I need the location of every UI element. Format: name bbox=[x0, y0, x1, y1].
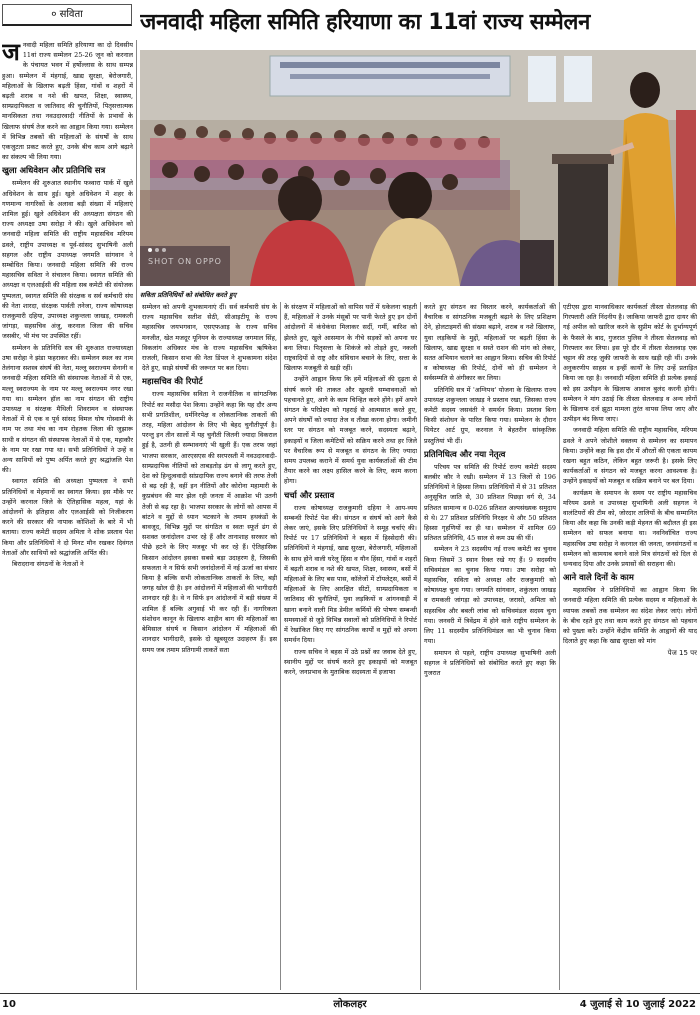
paragraph: एटीएस द्वारा मानवाधिकार कार्यकर्ता तीस्ता सेतलवाड़ की गिरफ्तारी अति निंदनीय है। जाकिया जाफरी द्वारा दायर की गई अपील को खारिज करने के सुप्रीम कोर्ट के दुर्भाग्यपूर्ण के फैसले के बाद, गुजरात पुलिस ने तीस्ता सेतलवाड़ को गिरफ्तार कर लिया। इस पूरे दौर में तीस्ता सेतलवाड़ एक चट्टान की तरह ज़ुकी जाफरी के साथ खड़ी रही थीं। उनके अनुकरणीय साहस व इन्हीं कार्यों के लिए उन्हें प्रताड़ित किया जा रहा है। जनवादी महिला समिति ही प्रत्येक इकाई को इस उत्पीड़न के खिलाफ आवाज बुलंद करनी होगी। सम्मेलन ने मांग उठाई कि तीस्ता सेतलवाड़ व अन्य लोगों के खिलाफ दर्ज झूठा मामला तुरंत वापस लिया जाए और उत्पीड़न बंद किया जाए। bbox=[563, 303, 697, 424]
article-column-3 bbox=[284, 302, 417, 990]
column-divider bbox=[280, 302, 281, 990]
paragraph: करते हुए संगठन का विस्तार करने, कार्यकर्ताओं की वैचारिक व सांगठनिक मजबूती बढ़ाने के लिए प्रशिक्षण देने, होलटाइमरों की संख्या बढ़ाने, शराब व नशे खिलाफ, युवा लड़कियों के मुद्दों, महिलाओं पर बढ़ती हिंसा के खिलाफ, खाद्य सुरक्षा व सस्ते राशन की मांग को लेकर, सतत अभियान चलाने का आह्वान किया। सचिव की रिपोर्ट व कोषाध्यक्ष की रिपोर्ट, दोनों को ही सम्मेलन ने सर्वसम्मति से अंगीकार कर लिया। bbox=[424, 303, 556, 383]
paragraph: सम्मेलन के प्रतिनिधि सत्र की शुरुआत राज्याध्यक्षा उषा सरोहा ने झंडा फहराकर की। सम्मेलन स्थल का नाम तेलंगाना सशस्त्र संघर्ष की नेता, मल्लू स्वराज्यम सेनानी व जनवादी महिला समिति की संस्थापक नेताओं में से एक, मल्लू स्वराज्यम के नाम पर मल्लू स्वराज्यम नगर रखा गया था। सम्मेलन हॉल का नाम संगठन की राष्ट्रीय उपाध्यक्ष व संरक्षक मैथिली शिवरामन व संस्थापक नेताओं में से एक व पूर्व सांसद विमल घोष गोस्वामी के नाम पर तथा मंच का नाम रोहतक जिला की जुझारू साथी व संगठन की संस्थापक नेताओं में से एक, महाकौर के नाम पर रखा गया था। सभी प्रतिनिधियों ने उन्हें व अन्य साथियों को पुष्प अर्पित करते हुए श्रद्धांजलि पेश की। bbox=[2, 343, 133, 475]
photo-watermark: SHOT ON OPPO bbox=[148, 257, 222, 266]
section-heading: चर्चा और प्रस्ताव bbox=[284, 489, 335, 500]
publication-name: लोकलहर bbox=[333, 999, 367, 1010]
paragraph: जनवादी महिला समिति की राष्ट्रीय महासचिव, मरियम ढवले ने अपने जोशीले वक्तव्य से सम्मेलन का समापन किया। उन्होंने कहा कि इस दौर में औरतों की एकता कायम रखना बहुत कठिन, लेकिन बहुत जरूरी है। इसके लिए कार्यकर्ताओं व संगठन को मजबूत करना आवश्यक है। उन्होंने इकाइयों को मजबूत व सक्रिय बनाने पर बल दिया। bbox=[563, 426, 697, 486]
section-heading: महासचिव की रिपोर्ट bbox=[142, 376, 203, 387]
paragraph: के संरक्षण में महिलाओं को वापिस घरों में धकेलना चाहती हैं, महिलाओं ने उनके मंसूबों पर पानी फेरते हुए इन दोनों आंदोलनों में कंधेकंधा मिलाकर सर्दी, गर्मी, बारिश को झेलते हुए, खुले आसमान के नीचे सड़कों को अपना घर बना लिया। पितृसत्ता के शिकंजे को तोड़ते हुए, नकली राष्ट्रवादियों से राष्ट्र और संविधान बचाने के लिए, सत्ता के खिलाफ मजबूती से खड़ी रहीं। bbox=[284, 303, 417, 373]
paragraph: राज्य कोषाध्यक्ष राजकुमारी दहिया ने आय-व्यय सम्बन्धी रिपोर्ट पेश की। संगठन व संघर्ष को आगे कैसे लेकर जाएं, इसके लिए प्रतिनिधियों ने समूह चर्चाएं की। रिपोर्ट पर 17 प्रतिनिधियों ने बहस में हिस्सेदारी की। प्रतिनिधियों ने मंहगाई, खाद्य सुरक्षा, बेरोजगारी, महिलाओं के साथ होने वाली घरेलू हिंसा व यौन हिंसा, गांवों व शहरों में बढ़ती शराब व नशे की खपत, शिक्षा, स्वास्थ्य, बसों में महिलाओं के लिए बस पास, कॉलेजों में टॉयलेट्स, बसों में महिलाओं के लिए आरक्षित सीटों, साम्प्रदायिकता व जातिवाद की चुनौतियों, युवा लड़कियों व आंगनवाड़ी में खाना बनाने वाली मिड डेमील कर्मियों की पोषण सम्बन्धी समस्याओं से जुड़े विभिन्न सवालों को प्रतिनिधियों ने रिपोर्ट में रेखांकित किए गए सांगठनिक कार्यों व मुद्दों को अपना समर्थन दिया। bbox=[284, 503, 417, 645]
conference-photo bbox=[140, 50, 696, 286]
paragraph: सम्मेलन ने 23 सदस्यीय नई राज्य कमेटी का चुनाव किया जिसमें 3 स्थान रिक्त रखे गए हैं। 9 सदस्यीय सचिवमंडल का चुनाव किया गया। उषा सरोहा को महासचिव, सविता को अध्यक्ष और राजकुमारी को कोषाध्यक्ष चुना गया। जगमति सांगवान, शकुंतला जाखड़ व रामकली जांगड़ा को उपाध्यक्ष, जरासो, अमिता को सहसचिव और बबली लांबा को सचिवमंडल सदस्य चुना गया। जनवरी में त्रिवेंद्रम में होने वाले राष्ट्रीय सम्मेलन के लिए 11 सदस्यीय प्रतिनिधिमंडल का भी चुनाव किया गया। bbox=[424, 545, 556, 646]
paragraph: उन्होंने आह्वान किया कि हमें महिलाओं की दृढ़ता से संघर्ष करने की ताकत और खुलती सम्भावनाओं को पहचानते हुए, आगे के काम चिन्हित करने होंगे। हमें अपने संगठन के परिप्रेक्ष्य को गहराई से आत्मसात करते हुए, अपने संघर्षों को ज्यादा तेज व तीखा करना होगा। जमीनी स्तर पर संगठन को मजबूत करने, सदस्यता बढ़ाने, इकाइयों व जिला कमेटियों को सक्रिय करने तथा हर जिले पर वैचारिक रूप से मजबूत व संगठन के लिए ज्यादा समय उपलब्ध कराने में समर्थ युवा कार्यकर्ताओं की टीम तैयार करने का लक्ष्य हासिल करने के लिए, काम करना होगा। bbox=[284, 375, 417, 486]
paragraph: परिचय पत्र समिति की रिपोर्ट राज्य कमेटी सदस्य बलबीर कौर ने रखी। सम्मेलन में 13 जिलों से 196 प्रतिनिधियों ने हिस्सा लिया। प्रतिनिधियों में से 31 प्रतिशत अनुसूचित जाति से, 30 प्रतिशत पिछड़ा वर्ग से, 34 प्रतिशत सामान्य व 0-026 प्रतिशत अल्पसंख्यक समुदाय से थे। 27 प्रतिशत प्रतिनिधि निरक्षर थे और 50 प्रतिशत हिस्सा गृहणियों का ही था। सम्मेलन में शामिल 69 प्रतिशत प्रतिनिधि, 45 साल से कम उम्र की थीं। bbox=[424, 462, 556, 543]
article-column-4 bbox=[424, 302, 556, 990]
paragraph: स्वागत समिति की अध्यक्षा पुष्पलता ने सभी प्रतिनिधियों व मेहमानों का स्वागत किया। इस मौके पर उन्होंने करनाल जिले के ऐतिहासिक महत्व, यहां के आंदोलनों के इतिहास और एलआईसी को निजीकरण करने की सरकार की नापाक कोशिशों के बारे में भी बताया। राज्य कमेटी सदस्य अमिता ने शोक प्रस्ताव पेश किया और प्रतिनिधियों ने दो मिनट मौन रखकर दिवंगत नेताओं और साथियों को श्रद्धांजलि अर्पित की। bbox=[2, 477, 133, 557]
section-heading: आने वाले दिनों के काम bbox=[563, 572, 634, 583]
column-divider bbox=[136, 40, 137, 990]
paragraph: सम्मेलन की शुरुआत स्थानीय फव्वारा पार्क में खुले अधिवेशन के साथ हुई। खुले अधिवेशन में शहर के गणमान्य नागरिकों के अलावा बड़ी संख्या में महिलाएं शामिल हुई। खुले अधिवेशन की अध्यक्षता संगठन की राज्य अध्यक्षा उषा सरोहा ने की। खुले अधिवेशन को जनवादी महिला समिति की राष्ट्रीय महासचिव मरियम ढवले, राष्ट्रीय उपाध्यक्ष व पूर्व-सांसद सुभाषिनी अली सहगल और राष्ट्रीय उपाध्यक्ष जगमति सांगवान ने सम्बोधित किया। जनवादी महिला समिति की राज्य महासचिव सविता ने संचालन किया। स्वागत समिति की अध्यक्षा व एलआईसी की महिला सब कमेटी की संयोजक पुष्पलता, स्वागत समिति की संरक्षक व सर्व कर्मचारी संघ की नेता शारदा, संरक्षक पार्वती तनेजा, राज्य कोषाध्यक्ष राजकुमारी दहिया, उपाध्यक्ष शकुन्तला जाखड़, रामकली जांगड़ा, सहसचिव अंजु, करनाल जिला की सचिव जसबीर, भी मंच पर उपस्थित रहीं। bbox=[2, 179, 133, 341]
column-divider bbox=[420, 302, 421, 990]
paragraph: बिरादराना संगठनों के नेताओं ने bbox=[12, 559, 84, 568]
paragraph: प्रतिनिधि सत्र में 'अग्निपथ' योजना के खिलाफ राज्य उपाध्यक्ष शकुन्तला जाखड़ ने प्रस्ताव रखा, जिसका राज्य कमेटी सदस्य जसवंती ने समर्थन किया। प्रस्ताव बिना किसी संशोधन के पारित किया गया। सम्मेलन के दौरान थियेटर आर्ट ग्रुप, करनाल ने बेहतरीन सांस्कृतिक प्रस्तुतियां भी दीं। bbox=[424, 385, 556, 445]
paragraph: नवादी महिला समिति हरियाणा का दो दिवसीय 11वां राज्य सम्मेलन 25-26 जून को करनाल के पंचायत भवन में हर्षोल्लास के साथ सम्पन्न हुआ। सम्मेलन में मंहगाई, खाद्य सुरक्षा, बेरोजगारी, महिलाओं के खिलाफ बढ़ती हिंसा, गांवों व शहरों में बढ़ती शराब व नशे की खपत, शिक्षा, स्वास्थ्य, साम्प्रदायिकता व जातिवाद की चुनौतियों, पितृसत्तात्मक मानसिकता तथा नवउदारवादी नीतियों के प्रभावों के खिलाफ संघर्ष तेज करने का आह्वान किया गया। सम्मेलन में विभिन्न तबकों की महिलाओं के संघर्षों के साथ एकजुटता प्रकट करते हुए, उनके बीच काम आगे बढ़ाने का संकल्प भी लिया गया। bbox=[2, 41, 133, 162]
paragraph: महासचिव ने प्रतिनिधियों का आह्वान किया कि जनवादी महिला समिति की प्रत्येक सदस्य व महिलाओं के व्यापक तबकों तक सम्मेलन का संदेश लेकर जाएं। लोगों के बीच रहते हुए तथा काम करते हुए संगठन को पहचान को पुख्ता करें। उन्होंने केंद्रीय समिति के आह्वानों की याद दिलाते हुए कहा कि खाद्य सुरक्षा को मांग bbox=[563, 586, 697, 646]
section-heading: प्रतिनिधित्व और नया नेतृत्व bbox=[424, 448, 506, 459]
article-column-2 bbox=[142, 302, 277, 990]
section-heading: खुला अधिवेशन और प्रतिनिधि सत्र bbox=[2, 165, 106, 176]
paragraph: राज्य सचिव ने बहस में उठे प्रश्नों का जवाब देते हुए, स्थानीय मुद्दों पर संघर्ष करते हुए इकाइयों को मजबूत करने, जनप्रभाव के मुताबिक सदस्यता में इजाफा bbox=[284, 647, 417, 676]
page-headline: जनवादी महिला समिति हरियाणा का 11वां राज्य सम्मेलन bbox=[140, 10, 591, 35]
page-number: 10 bbox=[2, 999, 16, 1010]
footer-rule bbox=[0, 993, 700, 994]
drop-cap: ज bbox=[2, 40, 20, 66]
issue-date: 4 जुलाई से 10 जुलाई 2022 bbox=[579, 999, 696, 1010]
photo-caption: सविता प्रतिनिधियों को संबोधित करते हुए bbox=[140, 291, 237, 299]
paragraph: समापन से पहले, राष्ट्रीय उपाध्यक्ष सुभाषिनी अली सहगल ने प्रतिनिधियों को संबोधित करते हुए कहा कि गुजरात bbox=[424, 648, 556, 677]
article-column-1 bbox=[2, 40, 133, 990]
column-divider bbox=[559, 302, 560, 990]
paragraph: कार्यक्रम के समापन के समय पर राष्ट्रीय महासचिव मरियम ढवले व उपाध्यक्ष सुभाषिनी अली सहगल ने वालंटियरों की टीम को, जोरदार तालियों के बीच सम्मानित किया और कहा कि उनकी कड़ी मेहनत की बदौलत ही इस सम्मेलन को सफल बनाया था। नवनिर्वाचित राज्य महासचिव उषा सरोहा ने करनाल की जनता, जनसंगठनों व सम्मेलन को कामयाब बनाने वाले मित्र संगठनों को दिल से धन्यवाद दिया और उनके प्रयासों की सराहना की। bbox=[563, 488, 697, 569]
continued-note: पेज 15 पर bbox=[667, 648, 697, 657]
paragraph: राज्य महासचिव सविता ने राजनीतिक व सांगठनिक रिपोर्ट का मसौदा पेश किया। उन्होंने कहा कि यह दौर अन्य सभी प्रगतिशील, धर्मनिरपेक्ष व लोकतान्त्रिक ताकतों की तरह, महिला आंदोलन के लिए भी बेहद चुनौतीपूर्ण है। परन्तु इन तीन सालों में यह चुनौती जितनी ज्यादा विकराल हुई है, उतनी ही सम्भावनाएं भी खुली हैं। एक तरफ जहां भाजपा सरकार, आरएसएस की सरपरस्ती में नवउदारवादी-साम्प्रदायिक नीतियों को ताबड़तोड़ ढंग से लागू करते हुए, देश को हिन्दुत्ववादी सांप्रदायिक राज्य बनाने की तरफ तेजी से बढ़ रही है, वहीं इन नीतियों और कोरोना महामारी के कुप्रबंधन की मार झेल रही जनता में आक्रोश भी उतनी तेजी से बढ़ रहा है। भाजपा सरकार के लोगों को आपस में बांटने व मुद्दों से ध्यान भटकाने के तमाम हथकंडों के बावजूद, विभिन्न मुद्दों पर संगठित व स्वतः स्फूर्त ढंग से सशक्त जनांदोलन उभर रहे हैं और तानाशाह सरकार को पीछे हटने के लिए मजबूर भी कर रहे हैं। ऐतिहासिक किसान आंदोलन इसका सबसे बड़ा उदाहरण है, जिसकी सफलता ने न सिर्फ सभी जनांदोलनों में नई ऊर्जा का संचार किया है बल्कि सभी लोकतान्त्रिक ताकतों के लिए, बड़ी जगह खोल दी है। इन आंदोलनों में महिलाओं की भागीदारी शानदार रही है। वे न सिर्फ इन आंदोलनों में बड़ी संख्या में शामिल हैं बल्कि अगुवाई भी कर रही हैं। नागरिकता संशोधन कानून के खिलाफ शाहीन बाग की महिलाओं का बेमिसाल संघर्ष व किसान आंदोलन में महिलाओं की शानदार भागीदारी, इसके दो खूबसूरत उदाहरण हैं। इस समय जब तमाम प्रतिगामी ताकतें सता bbox=[142, 390, 277, 654]
article-column-5 bbox=[563, 302, 697, 990]
paragraph: सम्मेलन को अपनी शुभकामनाएं दीं। सर्व कर्मचारी संघ के राज्य महासचिव सतीश सेठी, सीआइटीयू के राज्य महासचिव जयभगवान, एसएफआइ के राज्य सचिव मनजीत, खेत मजदूर यूनियन के राज्याध्यक्ष जगमाल सिंह, विकलांग अधिकार मंच के राज्य महासचिव ऋषिकेश राजली, किसान सभा की नेता डिंपल ने शुभकामना संदेश देते हुए, साझे संघर्षों की जरूरत पर बल दिया। bbox=[142, 303, 277, 373]
author-byline: ० सविता bbox=[2, 4, 132, 26]
